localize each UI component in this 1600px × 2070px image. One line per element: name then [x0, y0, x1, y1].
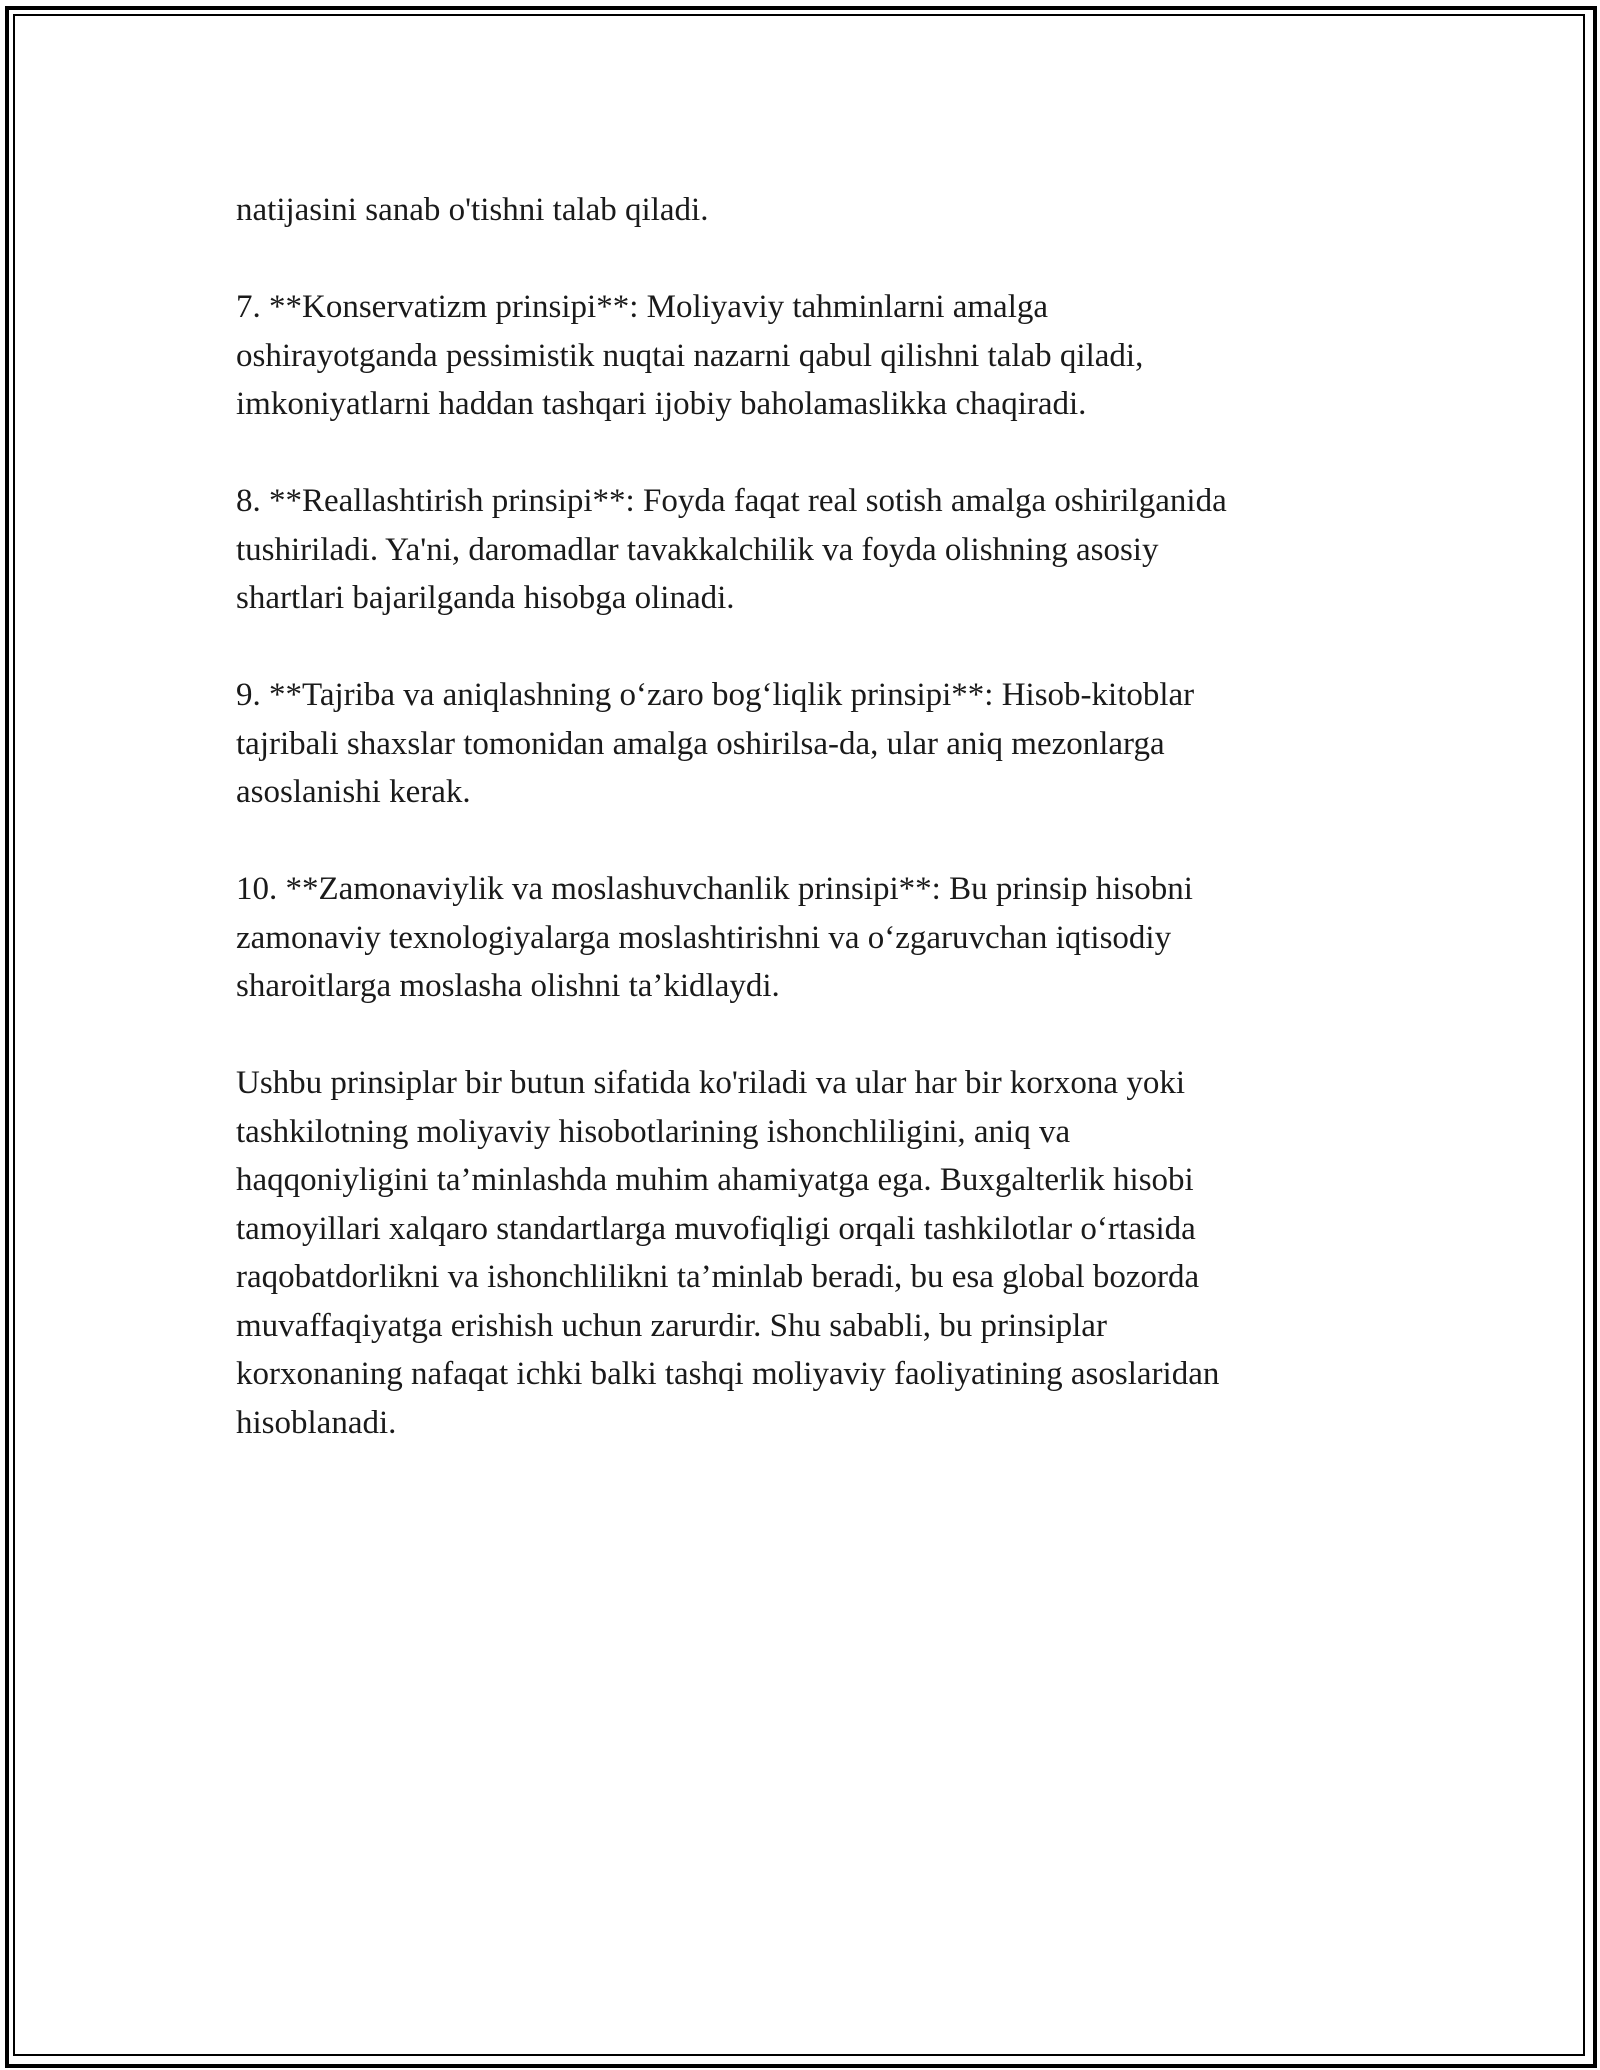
paragraph-principle-9: 9. **Tajriba va aniqlashning o‘zaro bog‘liqlik prinsipi**: Hisob-kitoblar tajribali shaxslar tomonidan amalga oshirilsa-da, ular aniq mezonlarga asoslanishi kerak.	[236, 677, 1195, 810]
paragraph-principle-7: 7. **Konservatizm prinsipi**: Moliyaviy tahminlarni amalga oshirayotganda pessimistik nuqtai nazarni qabul qilishni talab qiladi, imkoniyatlarni haddan tashqari ijobiy baholamaslikka chaqiradi.	[236, 289, 1144, 422]
paragraph-principle-10: 10. **Zamonaviylik va moslashuvchanlik prinsipi**: Bu prinsip hisobni zamonaviy texnologiyalarga moslashtirishni va o‘zgaruvchan iqtisodiy sharoitlarga moslasha olishni ta’kidlaydi.	[236, 871, 1193, 1004]
document-body	[236, 186, 1376, 1496]
paragraph-continuation: natijasini sanab o'tishni talab qiladi.	[236, 192, 709, 228]
paragraph-principle-8: 8. **Reallashtirish prinsipi**: Foyda faqat real sotish amalga oshirilganida tushiriladi. Ya'ni, daromadlar tavakkalchilik va foyda olishning asosiy shartlari bajarilganda hisobga olinadi.	[236, 483, 1227, 616]
paragraph-conclusion: Ushbu prinsiplar bir butun sifatida ko'riladi va ular har bir korxona yoki tashkilotning moliyaviy hisobotlarining ishonchliligini, aniq va haqqoniyligini ta’minlashda muhim ahamiyatga ega. Buxgalterlik hisobi tamoyillari xalqaro standartlarga muvofiqligi orqali tashkilotlar o‘rtasida raqobatdorlikni va ishonchlilikni ta’minlab beradi, bu esa global bozorda muvaffaqiyatga erishish uchun zarurdir. Shu sababli, bu prinsiplar korxonaning nafaqat ichki balki tashqi moliyaviy faoliyatining asoslaridan hisoblanadi.	[236, 1065, 1220, 1441]
